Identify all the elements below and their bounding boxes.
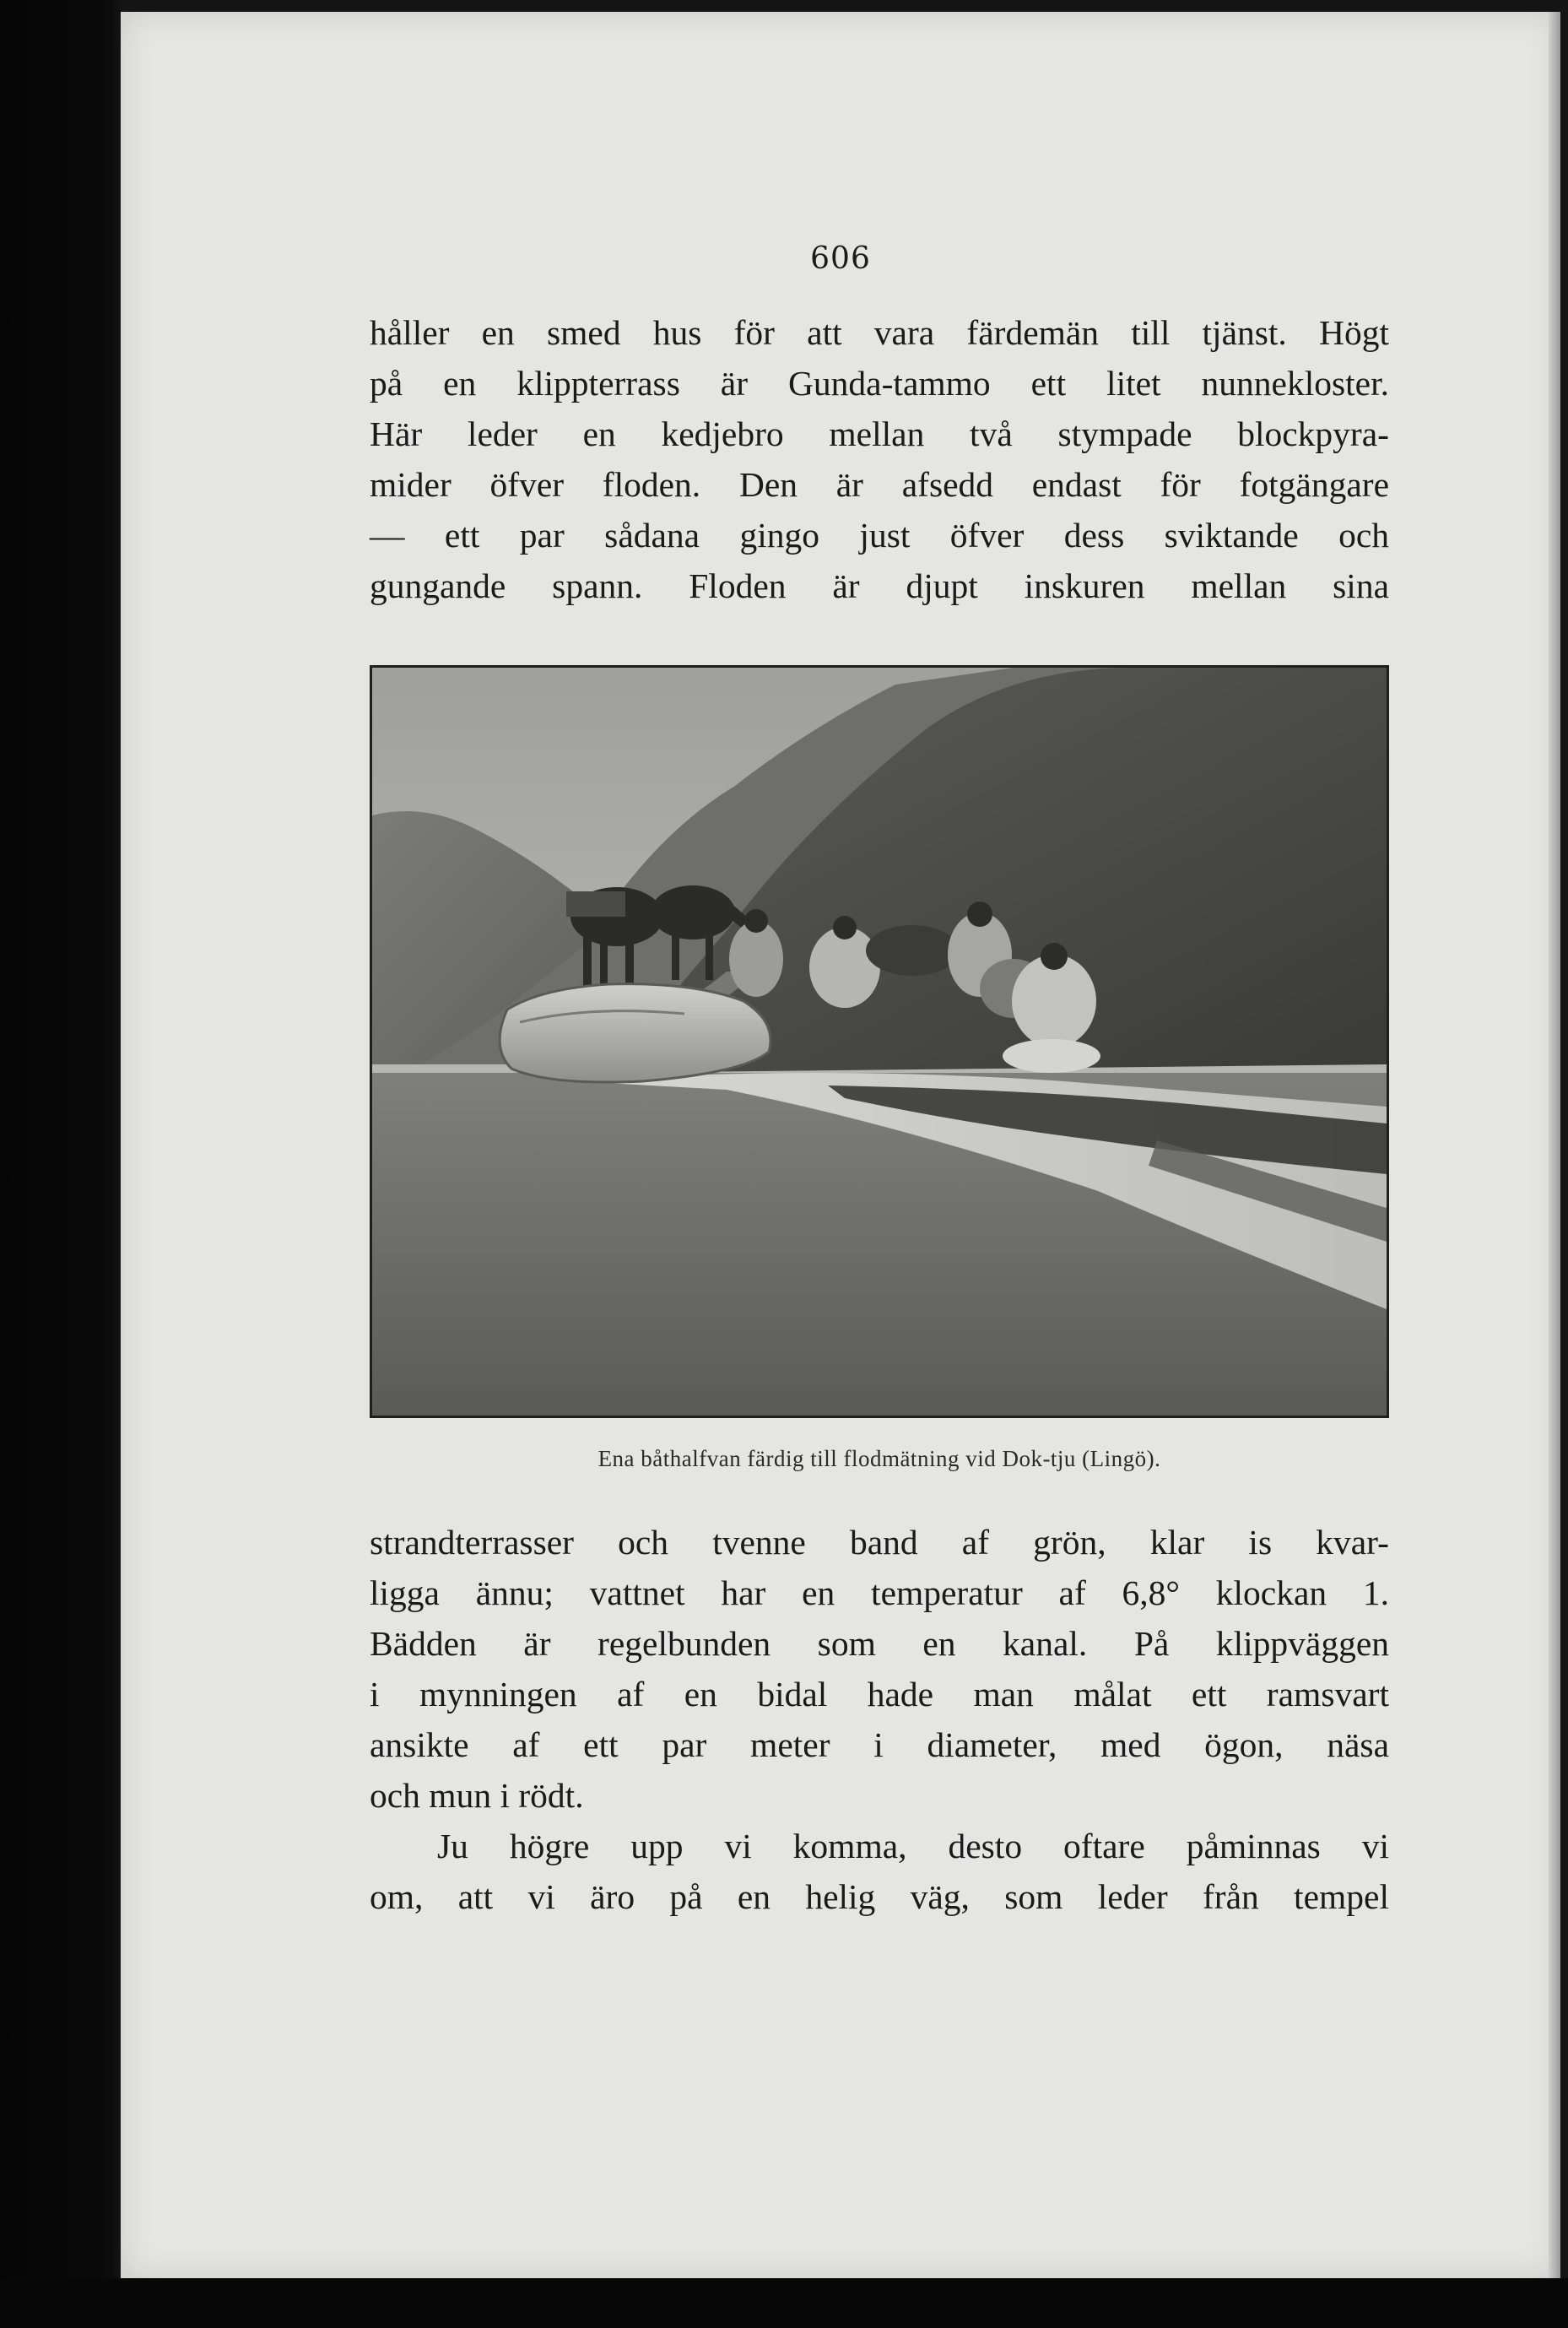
text-line: på en klippterrass är Gunda-tammo ett litet nunnekloster. (370, 364, 1389, 403)
river-camp-photograph (372, 668, 1387, 1416)
text-line: om, att vi äro på en helig väg, som leder från tempel (370, 1877, 1389, 1916)
text-line: ansikte af ett par meter i diameter, med ögon, näsa (370, 1725, 1389, 1764)
text-line: Här leder en kedjebro mellan två stympade blockpyra- (370, 414, 1389, 453)
text-line: ligga ännu; vattnet har en temperatur af 6,8° klockan 1. (370, 1573, 1389, 1612)
photo-plate (370, 665, 1389, 1418)
boat-half (500, 984, 770, 1082)
text-line: i mynningen af en bidal hade man målat ett ramsvart (370, 1675, 1389, 1714)
text-line: håller en smed hus för att vara färdemän till tjänst. Högt (370, 313, 1389, 352)
text-line: Ju högre upp vi komma, desto oftare påminnas vi (437, 1827, 1389, 1865)
page-number: 606 (810, 241, 871, 276)
text-line: och mun i rödt. (370, 1776, 584, 1815)
text-line: — ett par sådana gingo just öfver dess sviktande och (370, 516, 1389, 555)
scan-bottom-border (0, 2278, 1568, 2328)
page-edge (1549, 12, 1560, 2278)
bottom-paragraph (370, 1517, 1389, 1922)
figure-caption: Ena båthalfvan färdig till flodmätning vid Dok-tju (Lingö). (597, 1446, 1161, 1471)
text-line: Bädden är regelbunden som en kanal. På klippväggen (370, 1624, 1389, 1663)
text-line: gungande spann. Floden är djupt inskuren mellan sina (370, 566, 1389, 605)
text-line: strandterrasser och tvenne band af grön, klar is kvar- (370, 1523, 1389, 1562)
top-paragraph (370, 307, 1389, 611)
text-line: mider öfver floden. Den är afsedd endast för fotgängare (370, 465, 1389, 504)
